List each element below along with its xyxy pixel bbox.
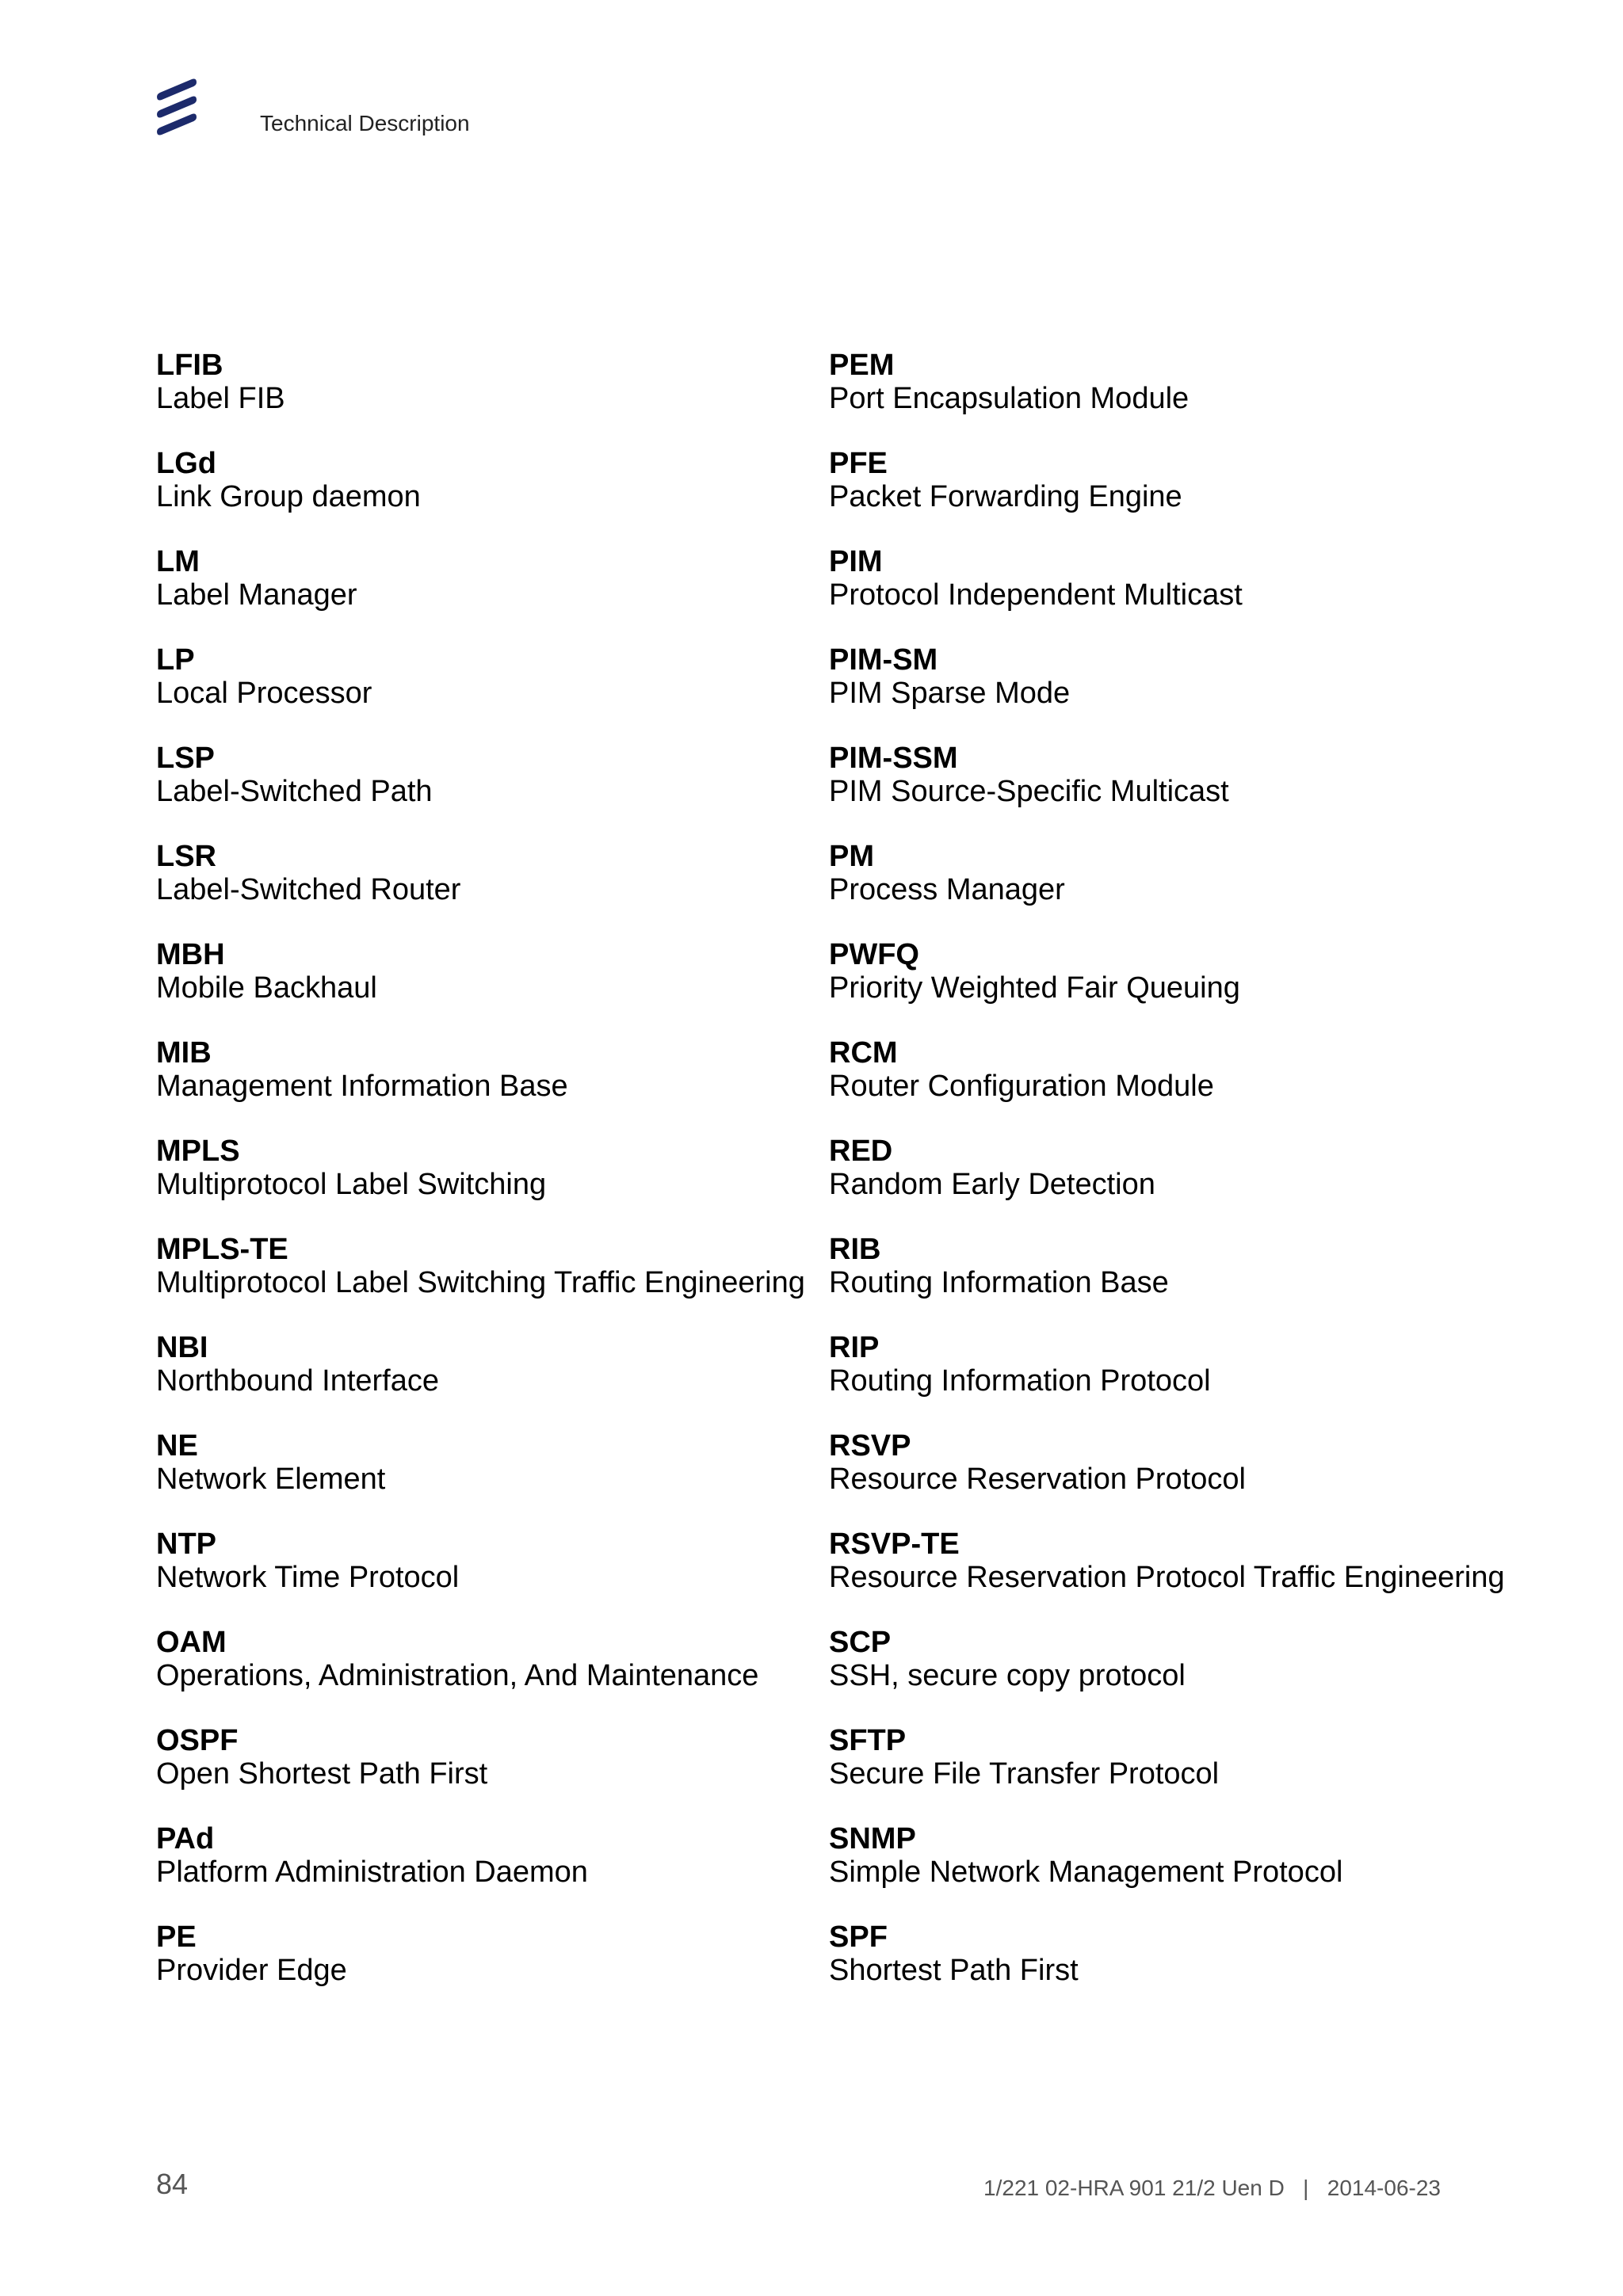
glossary-entry [829,742,1526,808]
glossary-term: LP [156,643,195,677]
glossary-definition: Multiprotocol Label Switching [156,1168,547,1201]
glossary-definition: Protocol Independent Multicast [829,578,1243,612]
footer-doc-info: 1/221 02-HRA 901 21/2 Uen D | 2014-06-23 [983,2176,1441,2200]
glossary-definition: Shortest Path First [829,1954,1079,1987]
glossary-entry [156,1527,854,1594]
glossary-definition: Platform Administration Daemon [156,1855,588,1889]
glossary-definition: Label Manager [156,578,357,612]
glossary-definition: Simple Network Management Protocol [829,1855,1343,1889]
glossary-term: LSP [156,742,215,775]
glossary-term: LSR [156,840,216,873]
glossary-entry [156,1626,854,1692]
glossary-term: LFIB [156,349,223,382]
glossary-entry [156,938,854,1005]
glossary-definition: Router Configuration Module [829,1070,1214,1103]
glossary-entry [156,1036,854,1103]
glossary-definition: Network Element [156,1463,386,1496]
glossary-definition: Label-Switched Router [156,873,461,906]
glossary-entry [156,742,854,808]
glossary-definition: Port Encapsulation Module [829,382,1190,415]
glossary-entry [156,1429,854,1496]
glossary-entry [829,1920,1526,1987]
glossary-definition: PIM Source-Specific Multicast [829,775,1229,808]
glossary-term: PM [829,840,874,873]
glossary-definition: Resource Reservation Protocol Traffic Engineering [829,1561,1505,1594]
glossary-term: RIB [829,1233,881,1266]
glossary-definition: Network Time Protocol [156,1561,460,1594]
glossary-definition: Process Manager [829,873,1065,906]
glossary-definition: Open Shortest Path First [156,1757,488,1791]
glossary-entry [829,545,1526,612]
glossary-right-column [829,349,1526,2019]
glossary-term: RSVP [829,1429,911,1463]
glossary-definition: Multiprotocol Label Switching Traffic Engineering [156,1266,805,1299]
glossary-entry [829,1429,1526,1496]
glossary-entry [829,840,1526,906]
glossary-entry [156,1724,854,1791]
glossary-entry [829,643,1526,710]
glossary-term: NE [156,1429,198,1463]
glossary-term: PIM [829,545,883,578]
glossary-term: SPF [829,1920,888,1954]
glossary-term: PE [156,1920,197,1954]
glossary-definition: Local Processor [156,677,372,710]
glossary-definition: Label FIB [156,382,285,415]
glossary-term: OSPF [156,1724,239,1757]
glossary-entry [829,1822,1526,1889]
glossary-term: SCP [829,1626,892,1659]
glossary-term: MIB [156,1036,212,1070]
glossary-entry [156,1135,854,1201]
glossary-term: PEM [829,349,895,382]
glossary-entry [156,1233,854,1299]
glossary-entry [829,1626,1526,1692]
glossary-definition: Mobile Backhaul [156,971,377,1005]
glossary-entry [829,349,1526,415]
glossary-term: PWFQ [829,938,919,971]
glossary-definition: Label-Switched Path [156,775,433,808]
glossary-term: RSVP-TE [829,1527,960,1561]
glossary-term: OAM [156,1626,227,1659]
glossary-definition: Random Early Detection [829,1168,1155,1201]
glossary-definition: Link Group daemon [156,480,421,513]
glossary-entry [829,1036,1526,1103]
glossary-entry [156,643,854,710]
glossary-definition: Northbound Interface [156,1364,440,1398]
glossary-term: PIM-SSM [829,742,958,775]
glossary-definition: PIM Sparse Mode [829,677,1071,710]
glossary-definition: Priority Weighted Fair Queuing [829,971,1240,1005]
glossary-term: SNMP [829,1822,916,1855]
glossary-entry [156,1331,854,1398]
glossary-entry [829,1233,1526,1299]
glossary-term: PAd [156,1822,215,1855]
glossary-definition: Provider Edge [156,1954,347,1987]
glossary-definition: Management Information Base [156,1070,568,1103]
glossary-entry [156,1920,854,1987]
glossary-entry [829,1724,1526,1791]
glossary-entry [829,1331,1526,1398]
glossary-term: MBH [156,938,225,971]
glossary-term: RED [829,1135,893,1168]
glossary-definition: Secure File Transfer Protocol [829,1757,1220,1791]
glossary-entry [829,1135,1526,1201]
glossary-entry [829,938,1526,1005]
glossary-definition: Routing Information Protocol [829,1364,1211,1398]
glossary-left-column [156,349,854,2019]
glossary-definition: Packet Forwarding Engine [829,480,1182,513]
glossary-term: RCM [829,1036,898,1070]
glossary-definition: Operations, Administration, And Maintenance [156,1659,759,1692]
glossary-entry [156,447,854,513]
glossary-term: RIP [829,1331,880,1364]
page-number: 84 [156,2168,189,2200]
glossary-definition: Resource Reservation Protocol [829,1463,1246,1496]
glossary-entry [156,1822,854,1889]
glossary-term: SFTP [829,1724,907,1757]
glossary-entry [829,1527,1526,1594]
ericsson-logo-icon [155,76,200,136]
glossary-entry [156,545,854,612]
glossary-term: NBI [156,1331,208,1364]
glossary-entry [156,349,854,415]
glossary-term: MPLS-TE [156,1233,288,1266]
glossary-term: NTP [156,1527,216,1561]
glossary-entry [156,840,854,906]
glossary-term: MPLS [156,1135,240,1168]
glossary-definition: Routing Information Base [829,1266,1169,1299]
glossary-term: PIM-SM [829,643,938,677]
glossary-definition: SSH, secure copy protocol [829,1659,1186,1692]
header-title: Technical Description [260,111,470,135]
glossary-entry [829,447,1526,513]
glossary-term: LGd [156,447,216,480]
glossary-term: LM [156,545,200,578]
glossary-term: PFE [829,447,888,480]
